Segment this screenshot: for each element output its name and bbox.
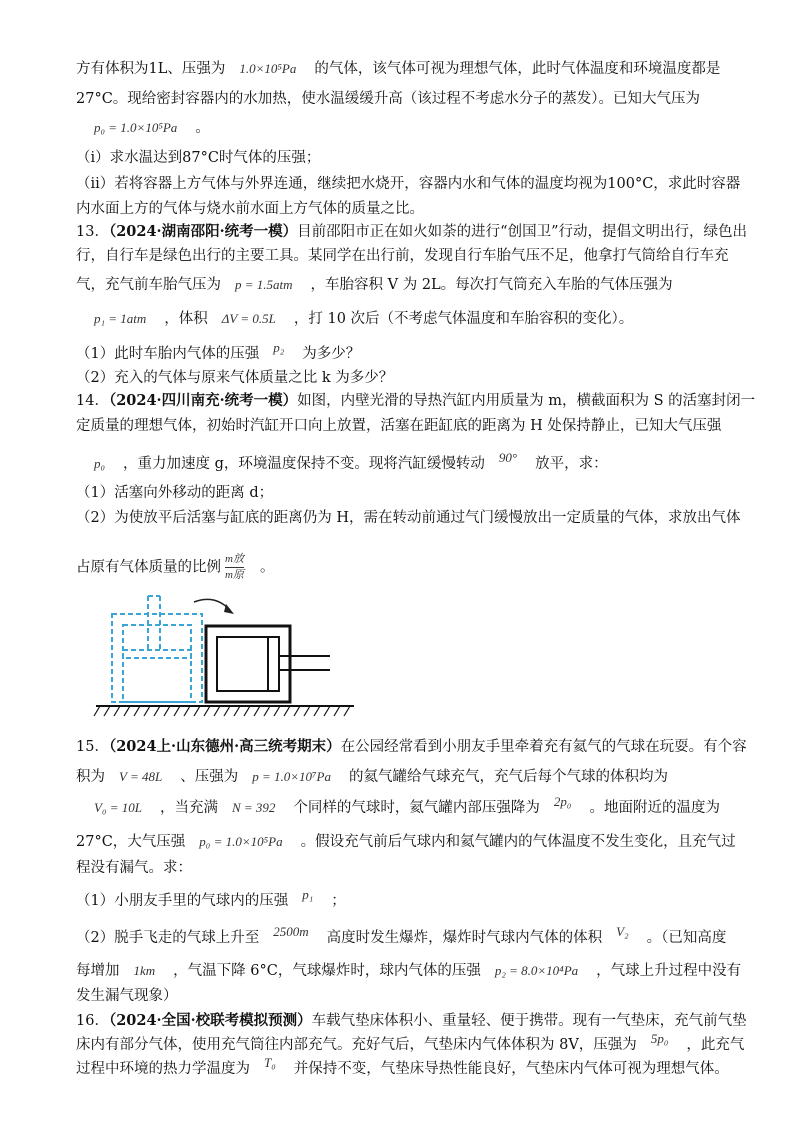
formula: p₁ [302, 887, 314, 902]
formula: N = 392 [231, 800, 276, 815]
text-run: 27°C。现给密封容器内的水加热，使水温缓缓升高（该过程不考虑水分子的蒸发）。已知大气压为 [76, 91, 701, 107]
formula: p = 1.5atm [235, 277, 293, 292]
text-run: ，此充气 [686, 1037, 745, 1053]
text-run: 如图，内壁光滑的导热汽缸内用质量为 m，横截面积为 S 的活塞封闭一 [297, 393, 756, 409]
text-line [76, 174, 740, 194]
ground-hatch [94, 706, 350, 716]
text-line [76, 1031, 745, 1055]
text-line [76, 416, 721, 436]
formula: V₀ = 10L [94, 800, 142, 815]
text-run: 在公园经常看到小朋友手里牵着充有氦气的气球在玩耍。有个容 [340, 739, 747, 755]
text-run: 。地面附近的温度为 [589, 800, 720, 816]
text-run: 发生漏气现象） [76, 988, 178, 1004]
formula: p₀ = 1.0×10⁵Pa [94, 120, 178, 135]
text-run: ，气球上升过程中没有 [596, 963, 742, 979]
text-line [76, 1055, 729, 1079]
text-line [76, 340, 361, 364]
text-line [76, 59, 720, 79]
text-run: 目前邵阳市正在如火如荼的进行“创国卫”行动，提倡文明出行，绿色出 [297, 224, 747, 240]
formula: 5p₀ [650, 1031, 669, 1046]
text-run: 内水面上方的气体与烧水前水面上方气体的质量之比。 [76, 201, 424, 217]
text-run: ； [331, 893, 346, 909]
text-run: ，车胎容积 V 为 2L。每次打气筒充入车胎的气体压强为 [310, 277, 673, 293]
text-run: 16． [76, 1013, 109, 1029]
text-run: 车载气垫床体积小、重量轻、便于携带。现有一气垫床，充气前气垫 [311, 1013, 747, 1029]
rotation-arrow [194, 599, 230, 610]
text-run: 。 [195, 120, 210, 136]
text-line [76, 246, 729, 266]
text-run: ，当充满 [159, 800, 218, 816]
text-run: 。假设充气前后气球内和氦气罐内的气体温度不发生变化，且充气过 [300, 834, 736, 850]
text-run: 行，自行车是绿色出行的主要工具。某同学在出行前，发现自行车胎气压不足，他拿打气筒给自行车充 [76, 248, 729, 264]
text-run: 的气体，该气体可视为理想气体，此时气体温度和环境温度都是 [314, 61, 721, 77]
formula: V = 48L [119, 769, 163, 784]
formula: T₀ [264, 1055, 276, 1070]
formula: 2500m [273, 924, 309, 939]
text-run: 方有体积为1L、压强为 [76, 61, 226, 77]
text-run: ，打 10 次后（不考虑气体温度和车胎容积的变化）。 [293, 311, 634, 327]
text-run: 15． [76, 739, 109, 755]
text-run: （ⅰ）求水温达到87°C时气体的压强； [76, 150, 321, 166]
problem-source: （2024上·山东德州·高三统考期末） [108, 738, 341, 755]
formula: p₀ [94, 456, 106, 471]
cylinder-rotation-figure [90, 590, 370, 722]
text-run: 的氦气罐给气球充气，充气后每个气球的体积均为 [348, 769, 668, 785]
text-line [80, 794, 720, 818]
text-line [76, 483, 273, 503]
formula: p₂ [273, 340, 285, 355]
text-run: ，气温下降 6°C，气球爆炸时，球内气体的压强 [173, 963, 481, 979]
formula: p = 1.0×10⁷Pa [252, 769, 331, 784]
text-line [76, 222, 747, 242]
text-line [76, 508, 740, 528]
text-run: 并保持不变，气垫床导热性能良好，气垫床内气体可视为理想气体。 [293, 1061, 729, 1077]
text-run: 个同样的气球时，氦气罐内部压强降为 [293, 800, 540, 816]
text-run: 过程中环境的热力学温度为 [76, 1061, 250, 1077]
formula: 90° [498, 450, 518, 465]
text-line [76, 961, 741, 981]
text-run: （1）此时车胎内气体的压强 [76, 346, 260, 362]
text-line [76, 199, 424, 219]
text-line [76, 767, 668, 787]
text-run: 14． [76, 393, 109, 409]
text-line [76, 887, 346, 911]
text-run: 高度时发生爆炸，爆炸时气球内气体的体积 [326, 930, 603, 946]
text-line [76, 737, 747, 757]
text-run: ，体积 [164, 311, 208, 327]
text-line [76, 89, 700, 109]
text-line [76, 924, 727, 948]
text-line [76, 1011, 747, 1031]
horizontal-cylinder [206, 626, 330, 702]
text-run: （1）小朋友手里的气球内的压强 [76, 893, 289, 909]
text-run: （1）活塞向外移动的距离 d； [76, 485, 274, 501]
text-run: （2）脱手飞走的气球上升至 [76, 930, 260, 946]
text-run: 占原有气体质量的比例 [76, 559, 221, 576]
text-line [76, 986, 178, 1006]
text-run: 积为 [76, 769, 105, 785]
formula: p₁ = 1atm [94, 311, 147, 326]
text-run: ，重力加速度 g，环境温度保持不变。现将汽缸缓慢转动 [123, 456, 485, 472]
text-line [76, 553, 274, 582]
fraction-numerator: m放 [225, 553, 244, 565]
fraction-bar [225, 567, 244, 568]
text-run: 27°C，大气压强 [76, 834, 186, 850]
text-line [80, 309, 633, 329]
formula: p₂ = 8.0×10⁴Pa [494, 963, 579, 978]
text-line [80, 450, 608, 474]
text-run: 13． [76, 224, 109, 240]
text-run: 每增加 [76, 963, 120, 979]
problem-source: （2024·四川南充·统考一模） [108, 392, 298, 409]
fraction-denominator: m原 [225, 569, 244, 581]
text-line [76, 858, 192, 878]
text-run: 气，充气前车胎气压为 [76, 277, 221, 293]
fraction-formula [225, 553, 244, 582]
text-line [76, 368, 393, 388]
problem-source: （2024·湖南邵阳·统考一模） [108, 223, 298, 240]
text-line [76, 148, 320, 168]
text-run: （2）充入的气体与原来气体质量之比 k 为多少？ [76, 370, 394, 386]
text-line [76, 391, 755, 411]
text-line [76, 275, 673, 295]
text-run: 程没有漏气。求： [76, 860, 192, 876]
problem-source: （2024·全国·校联考模拟预测） [108, 1012, 312, 1029]
text-run: 定质量的理想气体，初始时汽缸开口向上放置，活塞在距缸底的距离为 H 处保持静止，已知大气压强 [76, 418, 722, 434]
formula: 1.0×10⁵Pa [239, 61, 297, 76]
text-line [80, 118, 210, 138]
text-run: 。（已知高度 [646, 930, 727, 946]
text-run: （ⅱ）若将容器上方气体与外界连通，继续把水烧开，容器内水和气体的温度均视为100°C，求此时容器 [76, 176, 741, 192]
formula: p₀ = 1.0×10⁵Pa [199, 834, 283, 849]
text-run: 放平，求： [535, 456, 608, 472]
text-run: 为多少？ [302, 346, 361, 362]
text-run: 。 [259, 559, 275, 576]
formula: 2p₀ [553, 794, 572, 809]
text-line [76, 832, 736, 852]
upright-cylinder-dashed [112, 596, 202, 702]
formula: ΔV = 0.5L [221, 311, 276, 326]
text-run: 床内有部分气体，使用充气筒往内部充气。充好气后，气垫床内气体体积为 8V，压强为 [76, 1037, 637, 1053]
formula: V₂ [616, 924, 629, 939]
formula: 1km [133, 963, 156, 978]
text-run: 、压强为 [180, 769, 239, 785]
text-run: （2）为使放平后活塞与缸底的距离仍为 H，需在转动前通过气门缓慢放出一定质量的气体，求放出气体 [76, 510, 741, 526]
